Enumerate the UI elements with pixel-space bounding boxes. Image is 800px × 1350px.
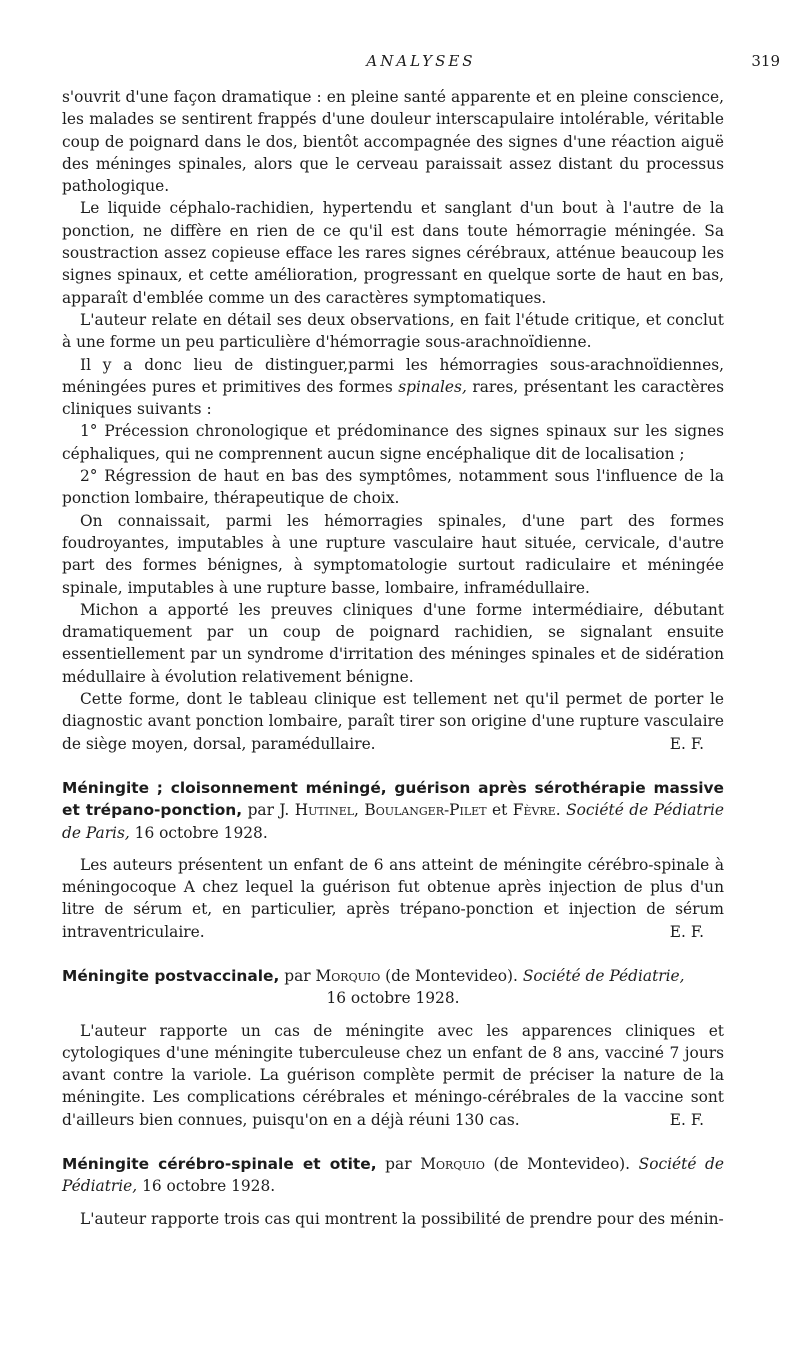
entry-title: Méningite postvaccinale, (62, 966, 280, 985)
paragraph: On connaissait, parmi les hémorragies spinales, d'une part des formes foudroyantes, imputables à une rupture vasculaire haut située, cervicale, d'autre part des formes bénignes, à symptomatologie surtout radiculaire et méningée spinale, imputables à une rupture basse, lombaire, inframédullaire. (62, 511, 724, 597)
entry-society: Société de Pédiatrie de Paris, (62, 801, 724, 842)
page-header (62, 52, 780, 74)
entry-authors: Fèvre. (512, 801, 561, 820)
list-item: 2° Régression de haut en bas des symptômes, notamment sous l'influence de la ponction lombaire, thérapeutique de choix. (62, 467, 724, 508)
paragraph (62, 854, 724, 943)
entry-authors: J. Hutinel, Boulanger-Pilet (279, 801, 487, 820)
text-span: rares, présentant les caractères cliniques suivants : (62, 377, 724, 419)
paragraph: L'auteur rapporte trois cas qui montrent la possibilité de prendre pour des ménin- (80, 1209, 724, 1228)
signature: E. F. (669, 922, 704, 941)
entry-title: Méningite cérébro-spinale et otite, (62, 1155, 377, 1174)
list-item: 1° Précession chronologique et prédominance des signes spinaux sur les signes céphaliques, qui ne comprennent aucun signe encéphalique dit de localisation ; (62, 422, 724, 463)
signature: E. F. (669, 1110, 704, 1129)
text-span: Il y a donc lieu de distinguer,parmi les hémorragies sous-arachnoïdiennes, méningées pures et primitives des formes (62, 355, 724, 396)
paragraph (62, 354, 724, 421)
entry-heading (62, 1153, 724, 1198)
text-span: et (486, 801, 513, 820)
article-body (62, 86, 724, 1230)
running-head: ANALYSES (366, 52, 476, 70)
text-span: par (376, 1155, 421, 1174)
entry-date: 16 octobre 1928. (326, 989, 460, 1008)
text-span: (de Montevideo). (484, 1155, 631, 1174)
entry-title: Méningite ; cloisonnement méningé, guérison après sérothérapie massive et trépano-ponction, (62, 778, 724, 820)
paragraph: s'ouvrit d'une façon dramatique : en pleine santé apparente et en pleine conscience, les malades se sentirent frappés d'une douleur interscapulaire intolérable, véritable coup de poignard dans le dos, bientôt accompagnée des signes d'une réaction aiguë des méninges spinales, alors que le cerveau paraissait assez distant du processus pathologique. (62, 88, 724, 196)
paragraph (62, 1020, 724, 1131)
entry-authors: Morquio (315, 966, 381, 985)
emphasis: spinales, (398, 377, 467, 396)
entry-date: 16 octobre 1928. (137, 1177, 276, 1196)
text-span: L'auteur rapporte un cas de méningite avec les apparences cliniques et cytologiques d'une méningite tuberculeuse chez un enfant de 8 ans, vacciné 7 jours avant contre la variole. La guérison complète permit de préciser la nature de la méningite. Les complications cérébrales et méningo-cérébrales de la vaccine sont d'ailleurs bien connues, puisqu'on en a déjà réuni 130 cas. (62, 1021, 724, 1129)
entry-heading (62, 777, 724, 844)
page-number: 319 (751, 52, 780, 70)
text-span: Cette forme, dont le tableau clinique est tellement net qu'il permet de porter le diagnostic avant ponction lombaire, paraît tirer son origine d'une rupture vasculaire de siège moyen, dorsal, paramédullaire. (62, 690, 724, 753)
entry-date: 16 octobre 1928. (129, 823, 268, 842)
paragraph (62, 688, 724, 755)
entry-society: Société de Pédiatrie, (62, 1155, 724, 1196)
text-span: (de Montevideo). (380, 966, 518, 985)
paragraph: Michon a apporté les preuves cliniques d'une forme intermédiaire, débutant dramatiquement par un coup de poignard rachidien, se signalant ensuite essentiellement par un syndrome d'irritation des méninges spinales et de sidération médullaire à évolution relativement bénigne. (62, 600, 724, 686)
text-span: par (242, 801, 280, 820)
entry-authors: Morquio (420, 1155, 485, 1174)
paragraph: Le liquide céphalo-rachidien, hypertendu et sanglant d'un bout à l'autre de la ponction, ne diffère en rien de ce qu'il est dans toute hémorragie méningée. Sa soustraction assez copieuse efface les rares signes cérébraux, atténue beaucoup les signes spinaux, et cette amélioration, progressant en quelque sorte de haut en bas, apparaît d'emblée comme un des caractères symptomatiques. (62, 199, 724, 307)
text-span: par (279, 966, 316, 985)
signature: E. F. (669, 734, 704, 753)
text-span: Les auteurs présentent un enfant de 6 ans atteint de méningite cérébro-spinale à méningocoque A chez lequel la guérison fut obtenue après injection de plus d'un litre de sérum et, en particulier, après trépano-ponction et injection de sérum intraventriculaire. (62, 855, 724, 941)
paragraph: L'auteur relate en détail ses deux observations, en fait l'étude critique, et conclut à une forme un peu particulière d'hémorragie sous-arachnoïdienne. (62, 310, 724, 352)
entry-society: Société de Pédiatrie, (517, 966, 685, 985)
entry-heading (62, 965, 724, 987)
